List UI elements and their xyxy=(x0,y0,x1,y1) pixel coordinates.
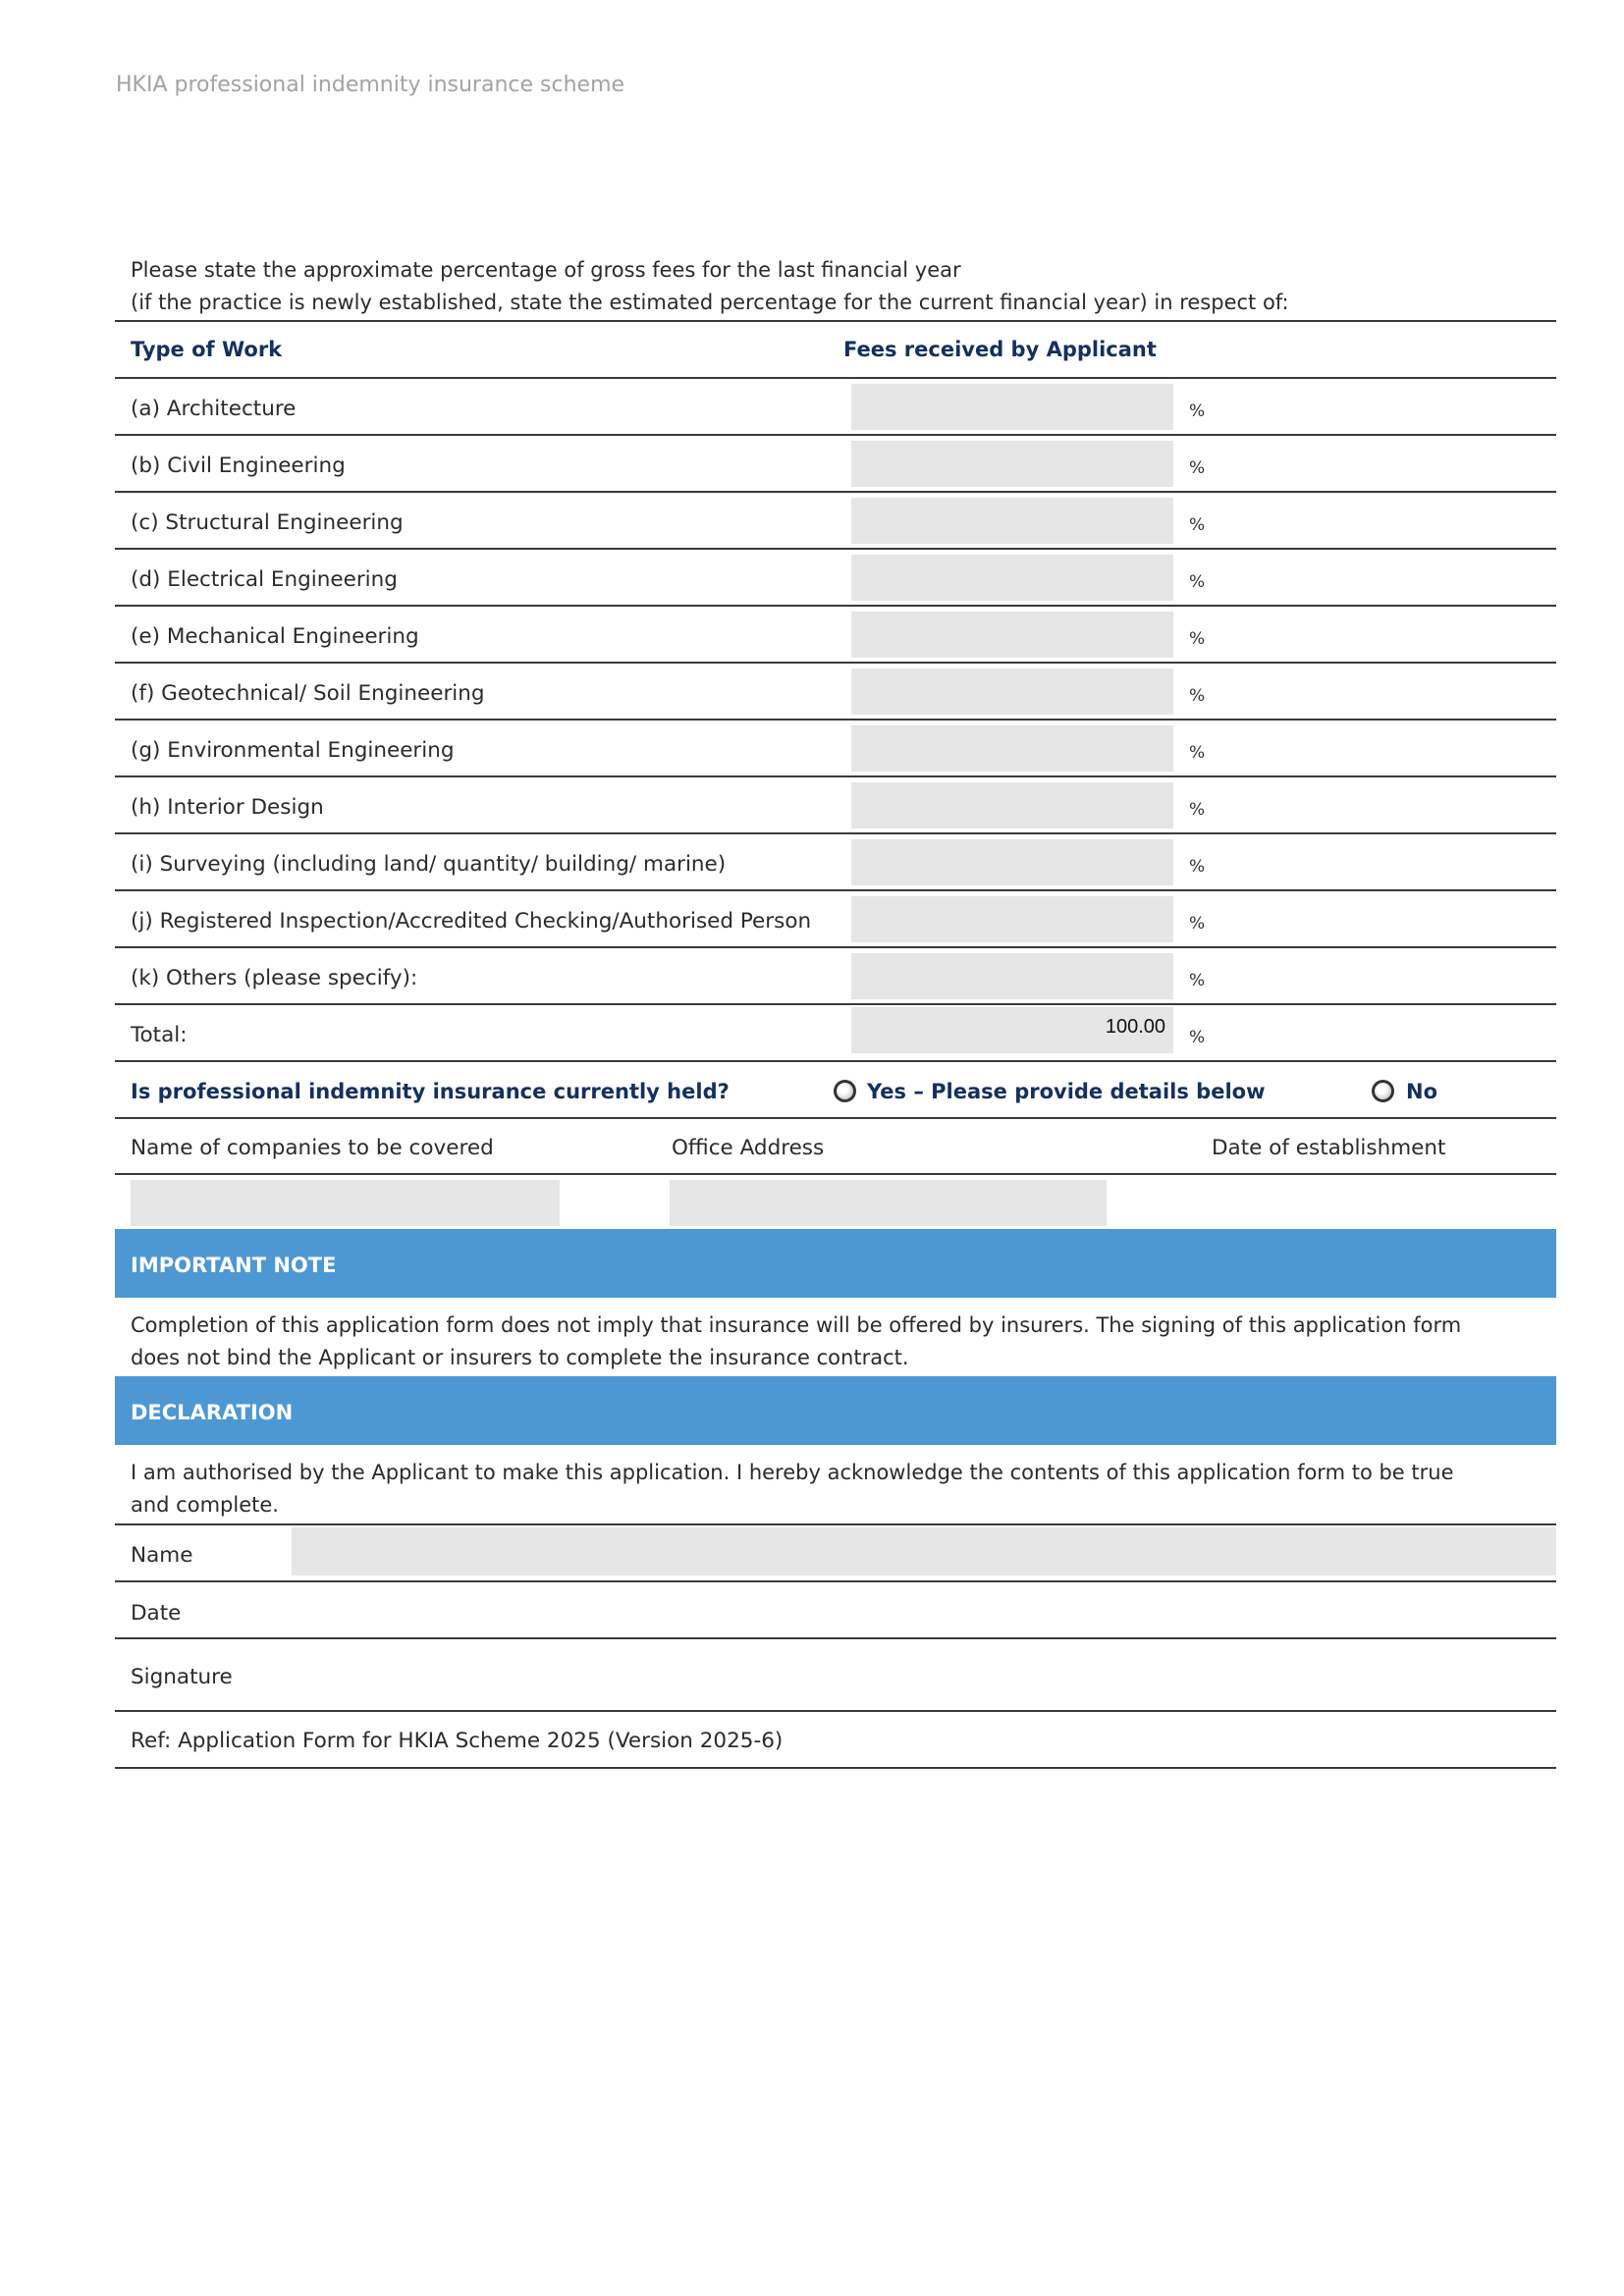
important-note-text xyxy=(115,1298,1556,1376)
work-label: (b) Civil Engineering xyxy=(131,454,346,478)
work-row-environmental xyxy=(115,719,1556,775)
percent-sign: % xyxy=(1189,572,1206,592)
work-row-electrical xyxy=(115,548,1556,605)
intro-text xyxy=(115,254,1556,319)
declaration-line-1: I am authorised by the Applicant to make this application. I hereby acknowledge the contents of this application form to be true xyxy=(131,1461,1454,1484)
work-label: (i) Surveying (including land/ quantity/ building/ marine) xyxy=(131,852,727,877)
reference-row xyxy=(115,1710,1556,1769)
civil-percent-field[interactable] xyxy=(851,441,1173,487)
work-rows xyxy=(115,377,1556,1003)
no-radio-label: No xyxy=(1406,1080,1438,1103)
declaration-signature-row xyxy=(115,1637,1556,1710)
work-row-architecture xyxy=(115,377,1556,434)
percent-sign: % xyxy=(1189,458,1206,478)
percent-sign: % xyxy=(1189,743,1206,763)
environmental-percent-field[interactable] xyxy=(851,725,1173,772)
surveying-percent-field[interactable] xyxy=(851,839,1173,885)
total-row xyxy=(115,1003,1556,1060)
fees-table-header xyxy=(115,320,1556,377)
percent-sign: % xyxy=(1189,800,1206,820)
others-percent-field[interactable] xyxy=(851,953,1173,999)
work-row-others xyxy=(115,946,1556,1003)
work-label: (a) Architecture xyxy=(131,397,297,421)
declaration-text xyxy=(115,1445,1556,1523)
percent-sign: % xyxy=(1189,971,1206,990)
declaration-name-field[interactable] xyxy=(292,1527,1556,1575)
declaration-line-2: and complete. xyxy=(131,1493,279,1517)
mechanical-percent-field[interactable] xyxy=(851,612,1173,658)
application-form xyxy=(115,254,1556,1769)
work-label: (h) Interior Design xyxy=(131,795,324,820)
percent-sign: % xyxy=(1189,515,1206,535)
declaration-signature-label: Signature xyxy=(131,1665,233,1689)
work-row-civil xyxy=(115,434,1556,491)
percent-sign: % xyxy=(1189,857,1206,877)
structural-percent-field[interactable] xyxy=(851,498,1173,544)
declaration-date-row xyxy=(115,1580,1556,1637)
company-name-field[interactable] xyxy=(131,1180,560,1226)
percent-sign: % xyxy=(1189,629,1206,649)
work-label: (f) Geotechnical/ Soil Engineering xyxy=(131,681,485,706)
form-reference: Ref: Application Form for HKIA Scheme 2025 (Version 2025-6) xyxy=(131,1729,784,1753)
work-label: (e) Mechanical Engineering xyxy=(131,624,419,649)
percent-sign: % xyxy=(1189,401,1206,421)
electrical-percent-field[interactable] xyxy=(851,555,1173,601)
work-label: (j) Registered Inspection/Accredited Checking/Authorised Person xyxy=(131,909,812,934)
work-row-structural xyxy=(115,491,1556,548)
important-note-line-1: Completion of this application form does not imply that insurance will be offered by insurers. The signing of this application form xyxy=(131,1313,1462,1337)
registered-inspection-percent-field[interactable] xyxy=(851,896,1173,942)
total-percent-field[interactable]: 100.00 xyxy=(851,1007,1173,1053)
yes-radio-label: Yes – Please provide details below xyxy=(867,1080,1266,1103)
total-label: Total: xyxy=(131,1023,188,1047)
date-of-establishment-header: Date of establishment xyxy=(1212,1136,1446,1160)
important-note-line-2: does not bind the Applicant or insurers to complete the insurance contract. xyxy=(131,1346,909,1369)
declaration-date-label: Date xyxy=(131,1601,182,1626)
important-note-title: IMPORTANT NOTE xyxy=(131,1254,337,1277)
office-address-header: Office Address xyxy=(672,1136,825,1160)
work-label: (d) Electrical Engineering xyxy=(131,567,398,592)
intro-line-2: (if the practice is newly established, state the estimated percentage for the current financial year) in respect of: xyxy=(131,291,1289,314)
work-row-registered-inspection xyxy=(115,889,1556,946)
percent-sign: % xyxy=(1189,1028,1206,1047)
percent-sign: % xyxy=(1189,914,1206,934)
declaration-banner xyxy=(115,1376,1556,1445)
work-row-mechanical xyxy=(115,605,1556,662)
type-of-work-header: Type of Work xyxy=(131,338,283,361)
insurance-question-row xyxy=(115,1060,1556,1117)
declaration-title: DECLARATION xyxy=(131,1401,294,1424)
running-header: HKIA professional indemnity insurance scheme xyxy=(116,73,625,97)
company-name-header: Name of companies to be covered xyxy=(131,1136,494,1160)
insurance-question: Is professional indemnity insurance currently held? xyxy=(131,1080,730,1103)
important-note-banner xyxy=(115,1229,1556,1298)
declaration-name-label: Name xyxy=(131,1543,193,1568)
work-label: (k) Others (please specify): xyxy=(131,966,418,990)
work-row-surveying xyxy=(115,832,1556,889)
intro-line-1: Please state the approximate percentage of gross fees for the last financial year xyxy=(131,258,961,282)
geotechnical-percent-field[interactable] xyxy=(851,668,1173,715)
work-row-geotechnical xyxy=(115,662,1556,719)
fees-header: Fees received by Applicant xyxy=(843,338,1157,361)
companies-header-row xyxy=(115,1117,1556,1173)
work-label: (c) Structural Engineering xyxy=(131,510,404,535)
percent-sign: % xyxy=(1189,686,1206,706)
yes-radio-button[interactable] xyxy=(834,1080,856,1102)
architecture-percent-field[interactable] xyxy=(851,384,1173,430)
work-label: (g) Environmental Engineering xyxy=(131,738,455,763)
no-radio-button[interactable] xyxy=(1372,1080,1394,1102)
office-address-field[interactable] xyxy=(670,1180,1107,1226)
declaration-name-row xyxy=(115,1523,1556,1580)
interior-design-percent-field[interactable] xyxy=(851,782,1173,828)
work-row-interior-design xyxy=(115,775,1556,832)
companies-input-row xyxy=(115,1173,1556,1229)
